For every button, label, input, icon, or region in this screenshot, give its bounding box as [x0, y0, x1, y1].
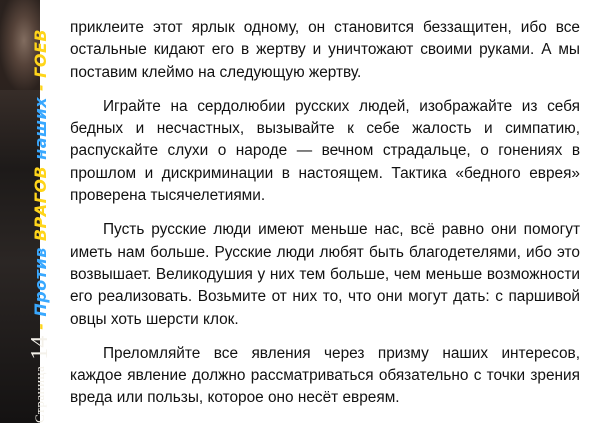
series-word-2: ВРАГОВ — [30, 165, 50, 242]
page-label: Страница — [32, 365, 47, 423]
series-word-4: ГОЕВ — [30, 28, 50, 78]
series-word-1: Против — [30, 247, 50, 317]
series-dash-2: - — [30, 83, 50, 91]
side-strip — [0, 0, 53, 423]
side-vertical-caption — [20, 29, 60, 423]
series-word-3: наших — [30, 96, 50, 160]
paragraph-2: Играйте на сердолюбии русских людей, изображайте из себя бедных и несчастных, вызывайте к себе жалость и симпатию, распускайте слухи о народе — вечном страдальце, о гонениях в прошлом и дискриминации в настоящем. Тактика «бедного еврея» проверена тысячелетиями. — [70, 97, 580, 205]
series-dash-1: - — [30, 322, 50, 330]
document-body — [70, 17, 580, 422]
paragraph-3: Пусть русские люди имеют меньше нас, всё равно они помогут иметь нам больше. Русские люди любят быть благодетелями, ибо это возвышает. Великодушия у них тем больше, чем меньше возможности его реализовать. Возьмите от них то, что они могут дать: с паршивой овцы хоть шерсти клок. — [70, 221, 580, 328]
paragraph-1: приклеите этот ярлык одному, он становится беззащитен, ибо все остальные кидают его в жертву и уничтожают своими руками. А мы поставим клеймо на следующую жертву. — [70, 19, 580, 81]
paragraph-4: Преломляйте все явления через призму наших интересов, каждое явление должно рассматриваться обязательно с точки зрения вреда или пользы, которое оно несёт евреям. — [70, 344, 580, 407]
page-number: 14 — [27, 335, 53, 360]
